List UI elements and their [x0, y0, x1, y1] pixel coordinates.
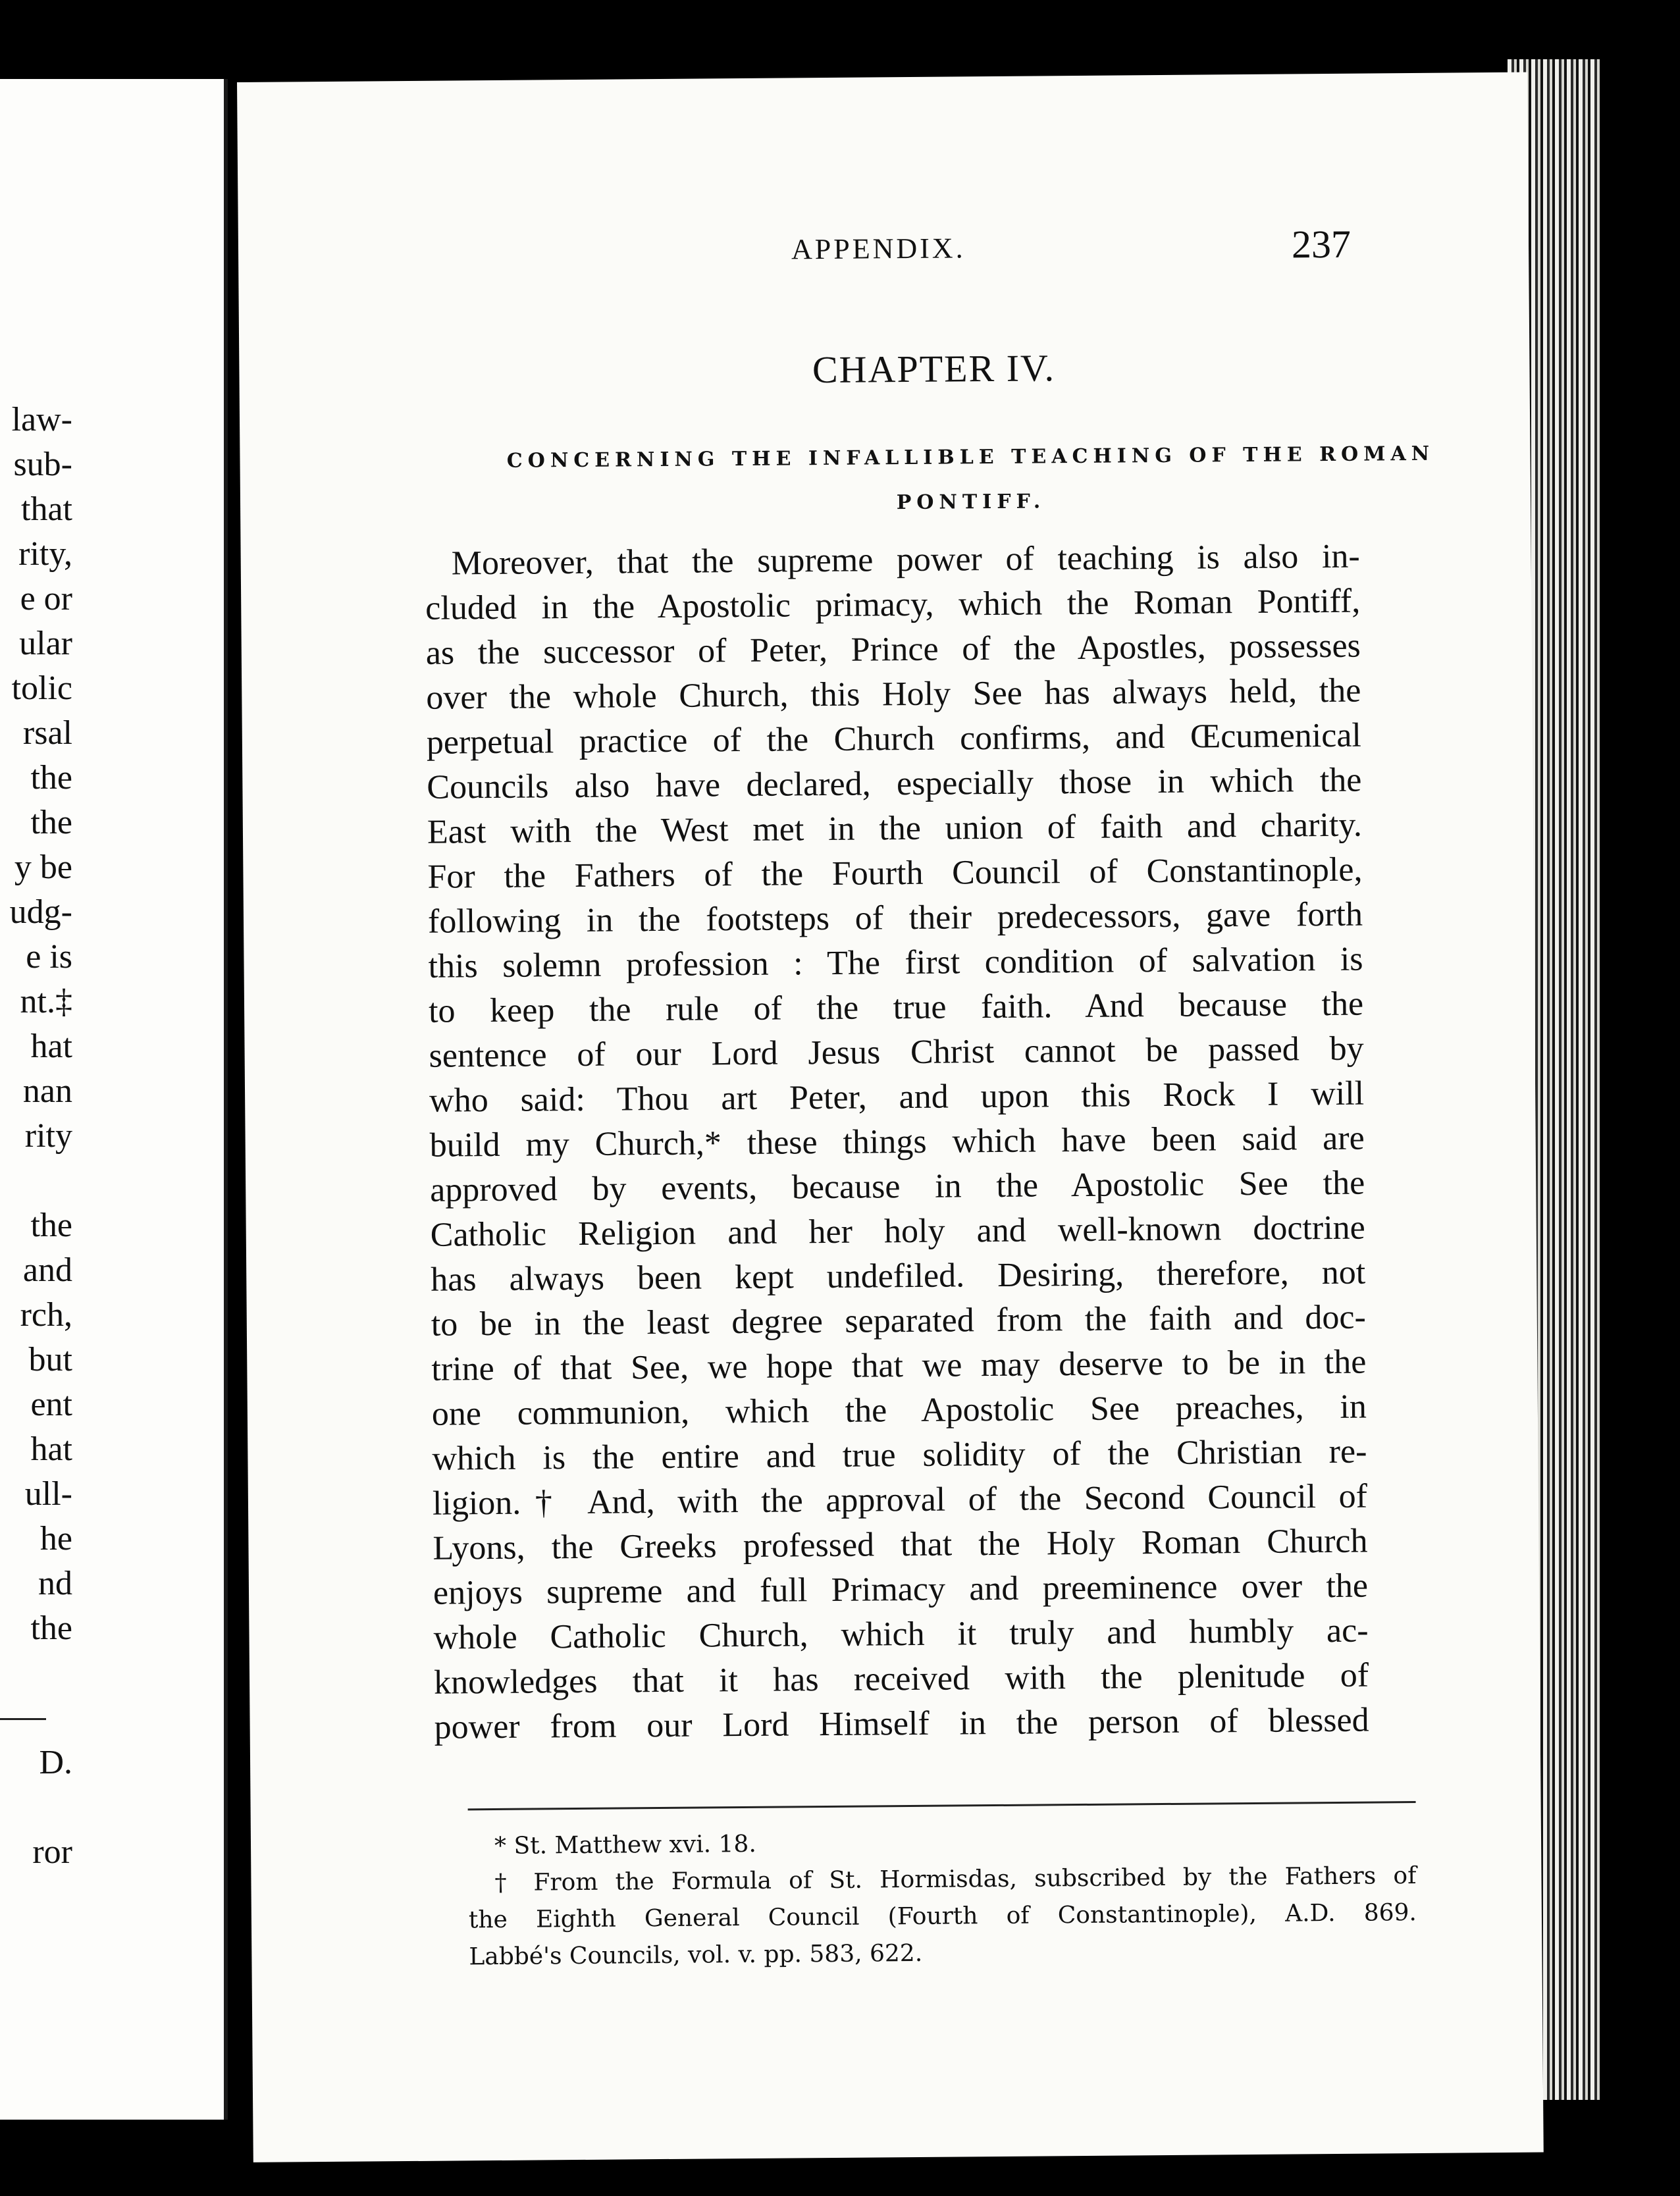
body-line: Lyons, the Greeks professed that the Holy Roman Church: [433, 1522, 1368, 1567]
running-head: [238, 221, 1529, 283]
left-page-fragment: rsal: [22, 714, 72, 752]
chapter-title: CHAPTER IV.: [812, 346, 1056, 392]
left-page-fragment: e is: [26, 938, 72, 976]
left-page-fragment: y be: [14, 849, 72, 886]
left-page-fragment: sub-: [13, 446, 72, 483]
footnote-1: * St. Matthew xvi. 18.: [494, 1830, 756, 1860]
body-line: build my Church,* these things which have been said are: [429, 1119, 1365, 1164]
left-page-fragment: rity,: [18, 535, 72, 573]
body-line: this solemn profession : The first condition of salvation is: [428, 940, 1363, 985]
left-page-fragment: the: [30, 759, 72, 797]
left-page-fragment: law-: [11, 401, 72, 438]
left-page-rule: [0, 1718, 46, 1720]
body-line: to be in the least degree separated from the faith and doc-: [431, 1298, 1367, 1344]
left-page-fragment: rch,: [20, 1296, 72, 1334]
page-number: 237: [1291, 222, 1352, 267]
left-page-fragment: he: [39, 1520, 72, 1557]
left-page-fragment: the: [30, 1609, 72, 1647]
body-text: [425, 535, 1369, 1750]
body-line: trine of that See, we hope that we may deserve to be in the: [431, 1343, 1367, 1388]
body-line: East with the West met in the union of faith and charity.: [427, 806, 1363, 851]
body-line: enjoys supreme and full Primacy and preeminence over the: [433, 1567, 1369, 1612]
left-page-fragment: ull-: [24, 1475, 72, 1513]
main-page: [237, 72, 1544, 2162]
body-line: sentence of our Lord Jesus Christ cannot be passed by: [429, 1030, 1364, 1075]
body-line: following in the footsteps of their predecessors, gave forth: [427, 895, 1363, 941]
left-page-fragment: D.: [39, 1744, 72, 1781]
body-line: knowledges that it has received with the plenitude of: [433, 1656, 1369, 1702]
left-page-fragment: nan: [22, 1072, 72, 1110]
left-page-fragment: nd: [38, 1565, 72, 1602]
footnote-2-line-1: † From the Formula of St. Hormisdas, subscribed by the Fathers of: [494, 1862, 1417, 1897]
footnote-rule: [468, 1801, 1416, 1810]
footnotes: [468, 1821, 1417, 1975]
body-line: Councils also have declared, especially those in which the: [427, 761, 1362, 806]
left-page-fragment: nt.‡: [20, 983, 72, 1020]
body-line: which is the entire and true solidity of the Christian re-: [432, 1432, 1367, 1478]
body-line: as the successor of Peter, Prince of the Apostles, possesses: [425, 627, 1361, 672]
running-title: APPENDIX.: [791, 232, 966, 266]
left-page-fragment: ror: [32, 1833, 72, 1871]
left-page-fragment: e or: [20, 580, 72, 617]
body-line: to keep the rule of the true faith. And because the: [428, 985, 1364, 1030]
chapter-subtitle-line-2: PONTIFF.: [896, 490, 1046, 515]
left-facing-page: [0, 79, 228, 2120]
chapter-subtitle-line-1: CONCERNING THE INFALLIBLE TEACHING OF THE ROMAN: [506, 442, 1435, 473]
chapter-subtitle: [417, 431, 1524, 529]
left-page-fragment: hat: [30, 1430, 72, 1468]
body-line: who said: Thou art Peter, and upon this Rock I will: [429, 1074, 1365, 1120]
body-line: one communion, which the Apostolic See preaches, in: [431, 1388, 1367, 1433]
body-line: power from our Lord Himself in the person of blessed: [434, 1701, 1369, 1746]
left-page-fragment: ent: [30, 1386, 72, 1423]
body-line: whole Catholic Church, which it truly and humbly ac-: [433, 1611, 1369, 1657]
body-line: Catholic Religion and her holy and well-known doctrine: [430, 1209, 1365, 1254]
left-page-fragment: rity: [24, 1117, 72, 1155]
body-line: ligion.† And, with the approval of the Second Council of: [432, 1477, 1368, 1523]
left-page-fragment: udg-: [9, 893, 72, 931]
left-page-fragment: the: [30, 1207, 72, 1244]
left-page-fragment: but: [28, 1341, 72, 1378]
body-line: cluded in the Apostolic primacy, which the Roman Pontiff,: [425, 582, 1361, 627]
left-page-fragment: the: [30, 804, 72, 841]
footnote-2-line-3: Labbé's Councils, vol. v. pp. 583, 622.: [469, 1939, 923, 1971]
body-line: has always been kept undefiled. Desiring, therefore, not: [431, 1253, 1366, 1299]
body-line: Moreover, that the supreme power of teaching is also in-: [451, 537, 1360, 583]
left-page-fragment: tolic: [11, 669, 72, 707]
body-line: over the whole Church, this Holy See has always held, the: [426, 671, 1361, 717]
footnote-2-line-2: the Eighth General Council (Fourth of Constantinople), A.D. 869.: [468, 1899, 1417, 1934]
left-page-fragment: ular: [19, 625, 72, 662]
left-page-fragment: and: [22, 1251, 72, 1289]
left-page-fragment: hat: [30, 1028, 72, 1065]
body-line: For the Fathers of the Fourth Council of Constantinople,: [427, 850, 1363, 896]
body-line: approved by events, because in the Apostolic See the: [430, 1164, 1365, 1209]
left-page-fragment: that: [21, 490, 72, 528]
body-line: perpetual practice of the Church confirms, and Œcumenical: [426, 716, 1362, 762]
